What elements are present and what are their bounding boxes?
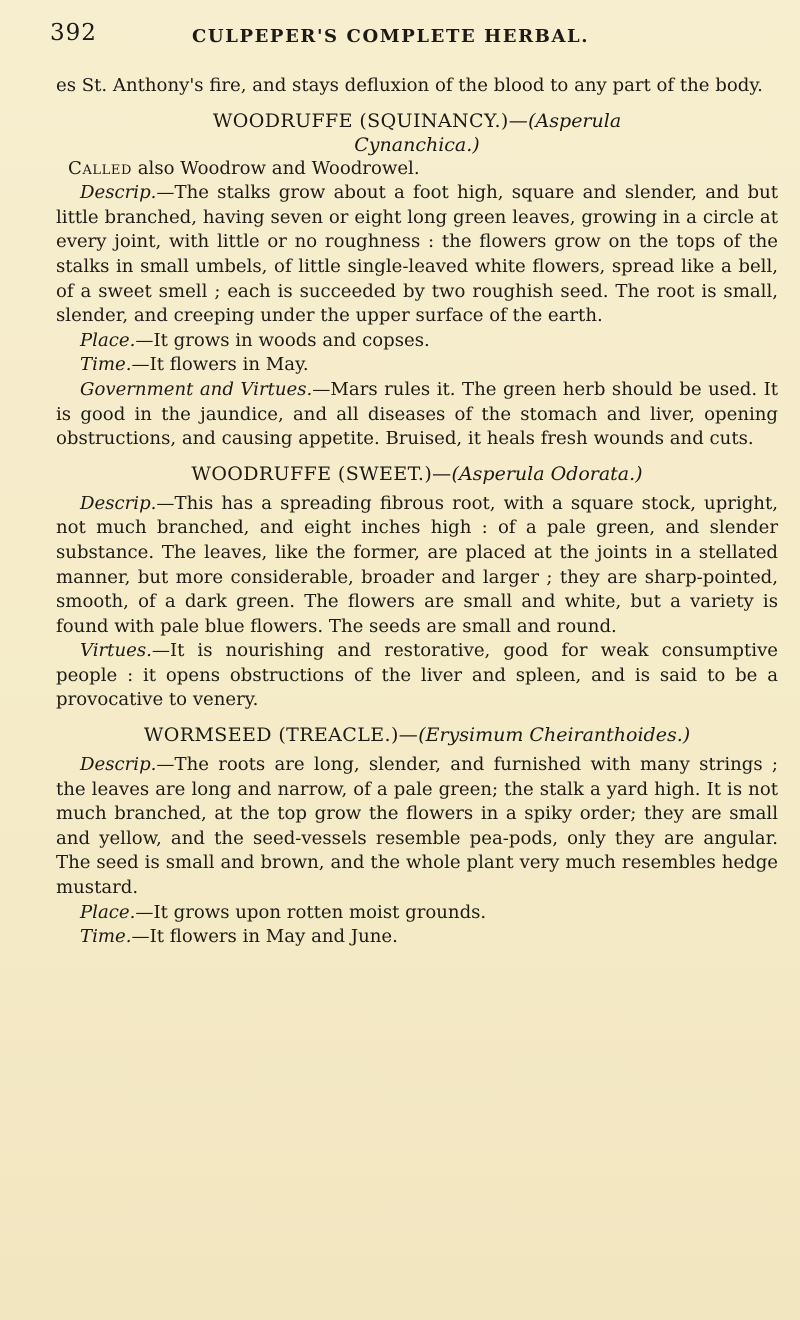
heading-main: WORMSEED (TREACLE.)— xyxy=(143,724,419,747)
entry-heading-wormseed-treacle xyxy=(56,723,778,747)
place-text: —It grows in woods and copses. xyxy=(135,329,430,351)
descrip-text: —The stalks grow about a foot high, square and slender, and but little branched, having seven or eight long green leaves, growing in a circle at every joint, with little or no roughness : the flowers grow on the tops of the stalks in small umbels, of little single-leaved white flowers, spread like a bell, of a sweet smell ; each is succeeded by two roughish seed. The root is small, slender, and creeping under the upper surface of the earth. xyxy=(56,182,778,327)
virtues-text: —Mars rules it. The green herb should be used. It is good in the jaundice, and all diseases of the stomach and liver, opening obstructions, and causing appetite. Bruised, it heals fresh wounds and cuts. xyxy=(56,378,778,450)
virtues-label: Virtues. xyxy=(80,640,152,662)
place-paragraph xyxy=(56,901,778,926)
page-body xyxy=(56,74,778,950)
heading-main: WOODRUFFE (SQUINANCY.)— xyxy=(212,109,529,132)
time-paragraph xyxy=(56,925,778,950)
page-number: 392 xyxy=(50,20,97,46)
running-title: CULPEPER'S COMPLETE HERBAL. xyxy=(192,26,590,47)
called-label: Called xyxy=(68,157,133,179)
continuation-paragraph: es St. Anthony's fire, and stays defluxion of the blood to any part of the body. xyxy=(56,75,763,96)
heading-main: WOODRUFFE (SWEET.)— xyxy=(191,462,452,485)
heading-latin: (Erysimum Cheiranthoides.) xyxy=(418,724,691,747)
descrip-text: —The roots are long, slender, and furnished with many strings ; the leaves are long and narrow, of a pale green; the stalk a yard high. It is not much branched, at the top grow the flowers in a spiky order; they are small and yellow, and the seed-vessels resemble pea-pods, only they are angular. The seed is small and brown, and the whole plant very much resembles hedge mustard. xyxy=(56,754,778,899)
called-text: also Woodrow and Woodrowel. xyxy=(132,157,420,179)
heading-latin-continued: Cynanchica.) xyxy=(354,133,480,156)
descrip-label: Descrip. xyxy=(80,492,157,514)
description-paragraph xyxy=(56,492,778,640)
place-label: Place. xyxy=(80,901,136,923)
description-paragraph xyxy=(56,181,778,329)
virtues-paragraph xyxy=(56,378,778,452)
time-text: —It flowers in May. xyxy=(131,354,309,376)
descrip-text: —This has a spreading fibrous root, with a square stock, upright, not much branched, and eight inches high : of a pale green, and slender substance. The leaves, like the former, are placed at the joints in a stellated manner, but more considerable, broader and larger ; they are sharp-pointed, smooth, of a dark green. The flowers are small and white, but a variety is found with pale blue flowers. The seeds are small and round. xyxy=(56,492,778,637)
description-paragraph xyxy=(56,753,778,901)
descrip-label: Descrip. xyxy=(80,754,157,776)
place-paragraph xyxy=(56,329,778,354)
descrip-label: Descrip. xyxy=(80,182,157,204)
time-text: —It flowers in May and June. xyxy=(131,926,398,948)
heading-latin: (Asperula Odorata.) xyxy=(451,462,643,485)
time-paragraph xyxy=(56,353,778,378)
place-label: Place. xyxy=(80,329,136,351)
called-paragraph xyxy=(56,157,778,182)
time-label: Time. xyxy=(80,354,132,376)
entry-heading-woodruffe-sweet xyxy=(56,462,778,486)
heading-latin: (Asperula xyxy=(528,109,622,132)
page-header xyxy=(0,0,800,70)
virtues-paragraph xyxy=(56,639,778,713)
place-text: —It grows upon rotten moist grounds. xyxy=(135,901,487,923)
time-label: Time. xyxy=(80,926,132,948)
entry-heading-woodruffe-squinancy xyxy=(56,109,778,157)
virtues-label: Government and Virtues. xyxy=(80,378,313,400)
virtues-text: —It is nourishing and restorative, good for weak consumptive people : it opens obstructions of the liver and spleen, and is said to be a provocative to venery. xyxy=(56,640,778,711)
